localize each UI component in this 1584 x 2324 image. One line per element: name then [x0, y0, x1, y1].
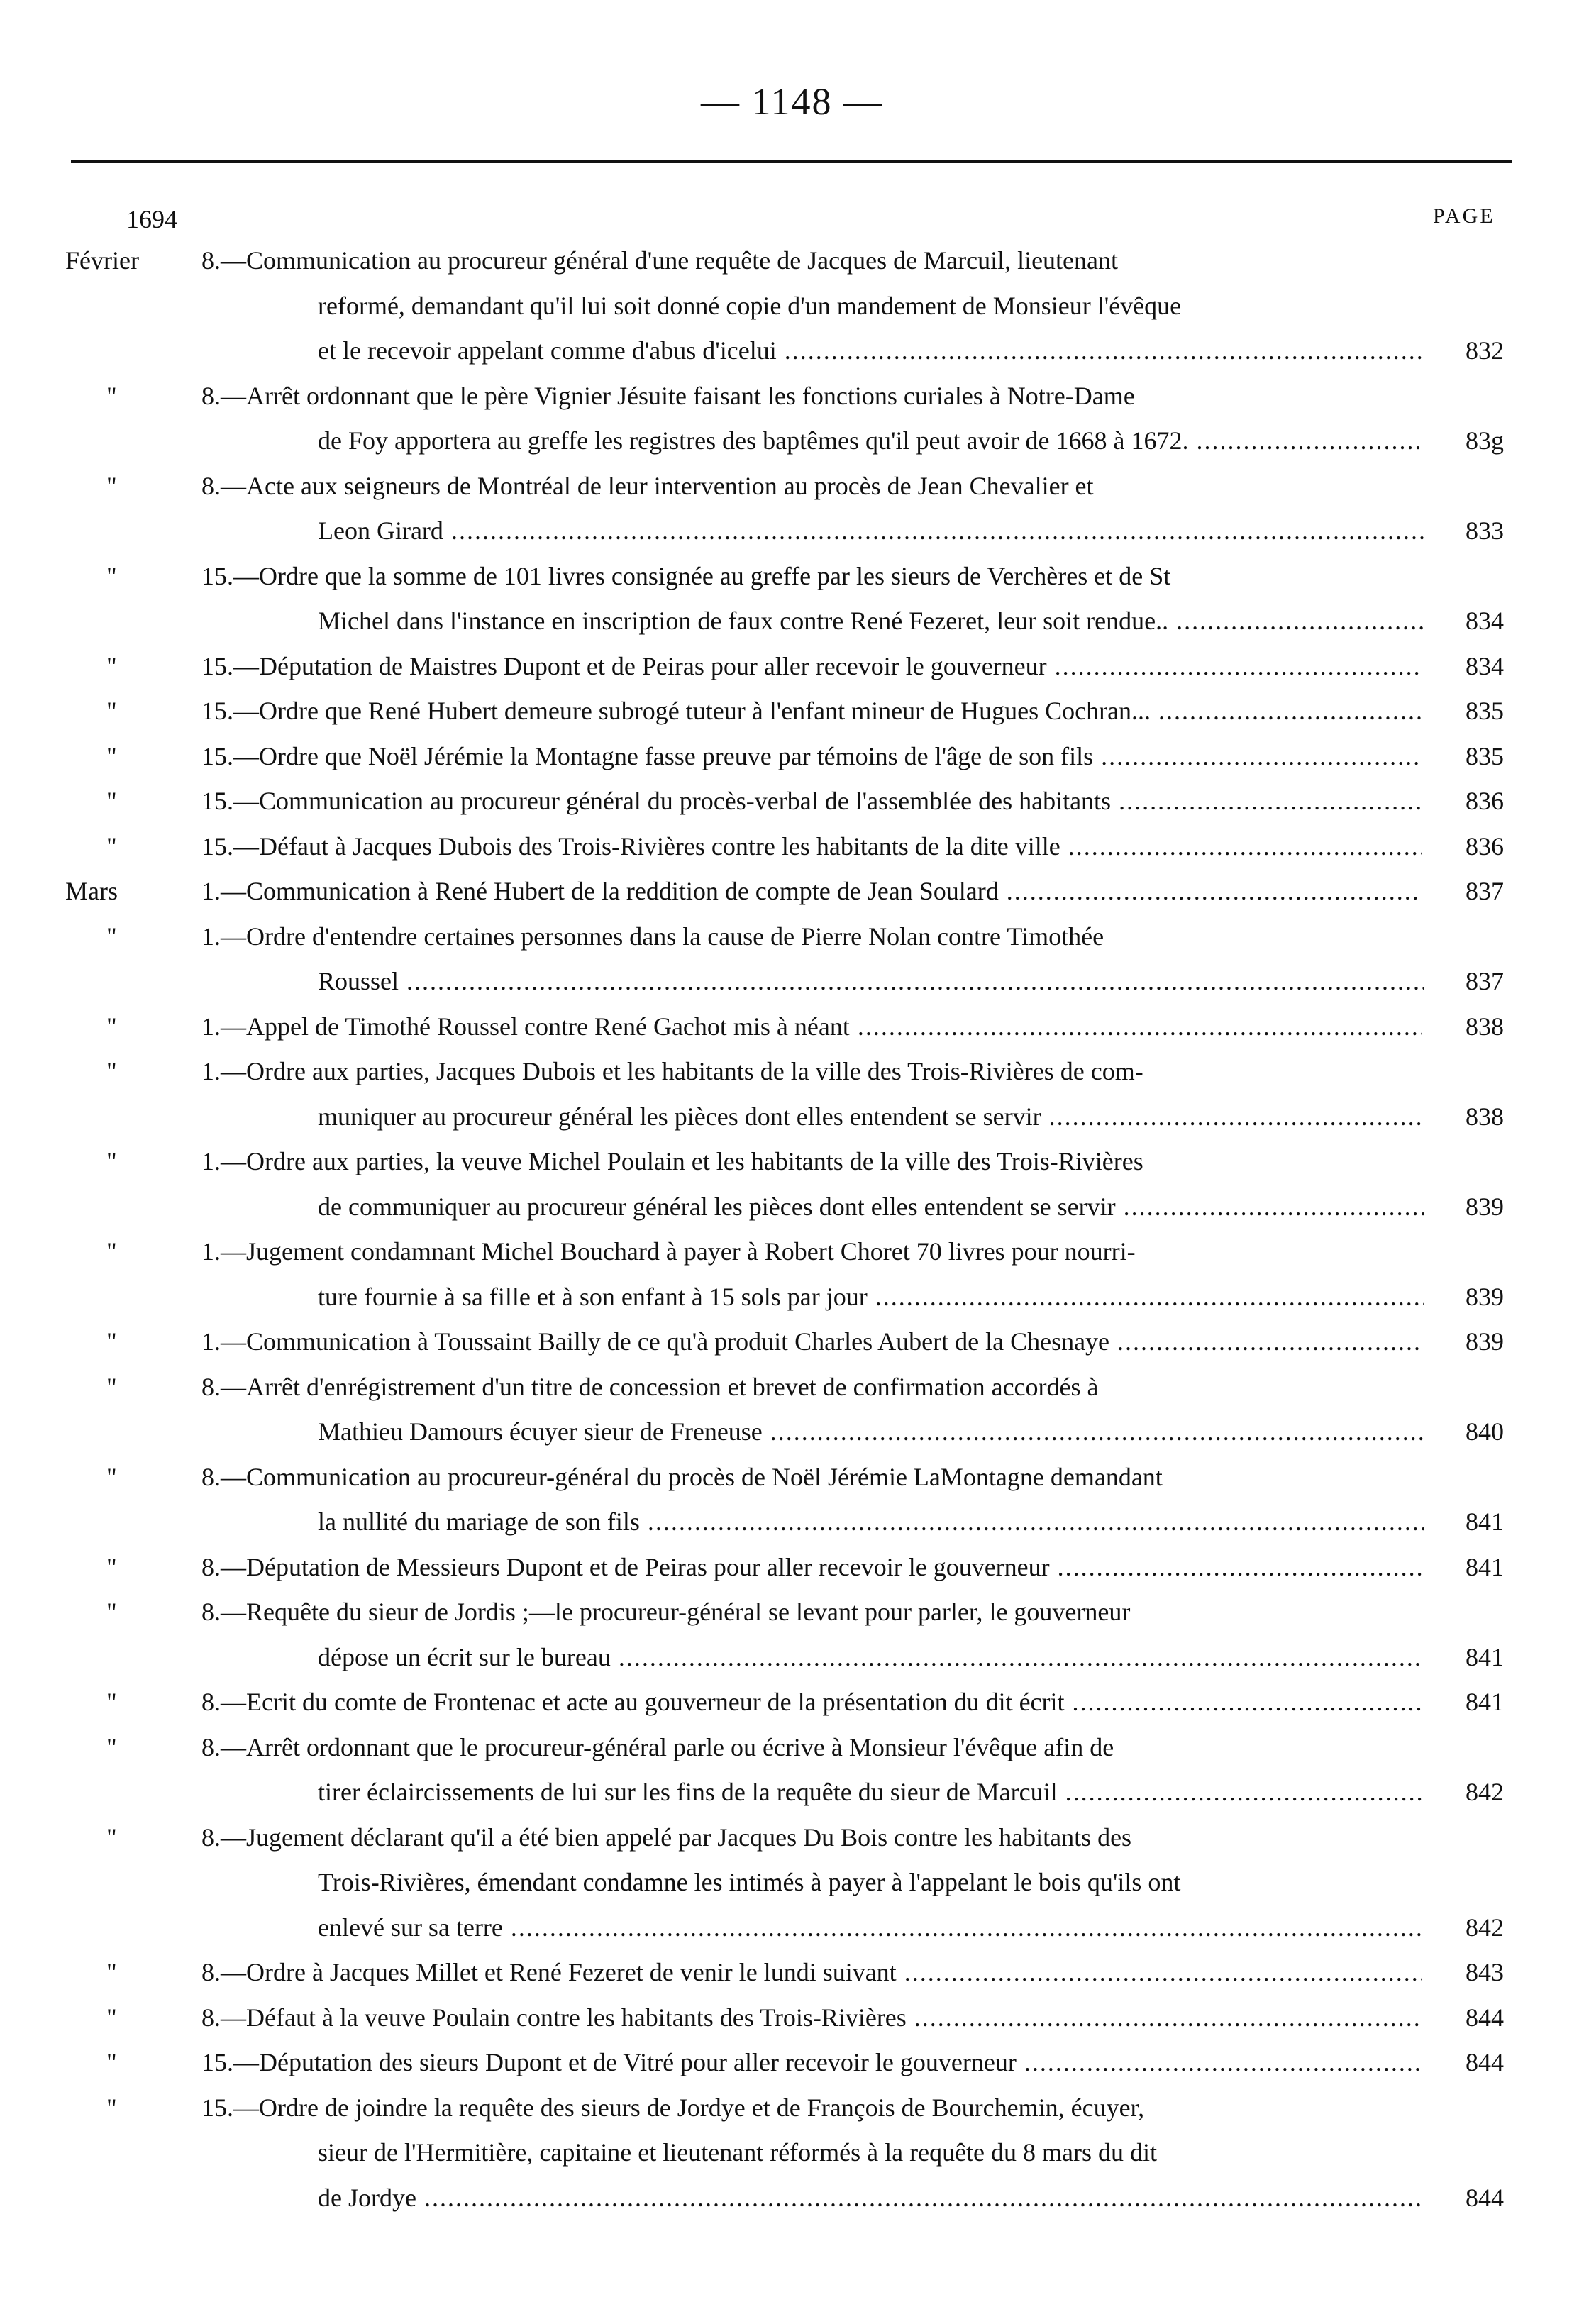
entry-text-last: 15.—Députation des sieurs Dupont et de Vitré pour aller recevoir le gouverneur ..... — [201, 2048, 1422, 2076]
entry-line — [0, 1680, 1584, 1725]
entry-page-number: 832 — [1466, 336, 1504, 365]
list-item — [0, 644, 1584, 690]
entry-text — [201, 779, 1422, 824]
entry-month: " — [106, 561, 117, 590]
entry-text-last: dépose un écrit sur le bureau ..... — [318, 1643, 1424, 1671]
list-item — [0, 1815, 1584, 1951]
entry-text-last: Mathieu Damours écuyer sieur de Freneuse ..... — [318, 1417, 1424, 1446]
entry-page-number: 842 — [1466, 1913, 1504, 1942]
entry-text — [201, 689, 1422, 734]
entry-month: " — [106, 2003, 117, 2032]
entry-line — [0, 2086, 1584, 2131]
entry-month: " — [106, 1462, 117, 1491]
entry-text — [318, 1275, 1424, 1320]
entry-line — [0, 1319, 1584, 1365]
entry-line — [0, 554, 1584, 599]
entry-line — [0, 1725, 1584, 1771]
entry-line — [0, 238, 1584, 284]
entry-page-number: 844 — [1466, 2003, 1504, 2032]
list-item — [0, 914, 1584, 1005]
entry-text: 15.—Ordre de joindre la requête des sieurs de Jordye et de François de Bourchemin, écuyer, — [201, 2093, 1145, 2122]
list-item — [0, 554, 1584, 644]
entry-month: " — [106, 1688, 117, 1716]
entry-line — [0, 328, 1584, 374]
entry-text: 8.—Jugement déclarant qu'il a été bien appelé par Jacques Du Bois contre les habitants des — [201, 1822, 1132, 1852]
entry-month: " — [106, 1732, 117, 1761]
entry-line — [0, 2040, 1584, 2086]
entry-page-number: 833 — [1466, 516, 1504, 545]
entry-page-number: 844 — [1466, 2048, 1504, 2076]
entry-text — [318, 1410, 1424, 1455]
entry-text-last: enlevé sur sa terre ..... — [318, 1913, 1424, 1942]
entry-text-last: muniquer au procureur général les pièces dont elles entendent se servir ..... — [318, 1102, 1424, 1131]
entry-text — [201, 824, 1422, 870]
entry-month: " — [106, 651, 117, 680]
entry-line — [0, 824, 1584, 870]
entry-text — [201, 1319, 1422, 1365]
entry-text-last: 15.—Défaut à Jacques Dubois des Trois-Rivières contre les habitants de la dite ville ..... — [201, 832, 1422, 861]
list-item — [0, 1996, 1584, 2041]
entry-text — [318, 2176, 1424, 2221]
entry-text-last: 15.—Députation de Maistres Dupont et de Peiras pour aller recevoir le gouverneur ..... — [201, 652, 1422, 680]
entry-page-number: 835 — [1466, 741, 1504, 770]
entry-month: " — [106, 1057, 117, 1085]
entry-line — [0, 1590, 1584, 1635]
entry-line — [0, 914, 1584, 960]
entry-text: 8.—Acte aux seigneurs de Montréal de leur intervention au procès de Jean Chevalier et — [201, 471, 1094, 500]
entry-month: " — [106, 1598, 117, 1626]
entry-text-last: 15.—Ordre que René Hubert demeure subrogé tuteur à l'enfant mineur de Hugues Cochran... ..... — [201, 697, 1422, 725]
entry-month: " — [106, 787, 117, 815]
entry-line — [0, 1410, 1584, 1455]
entry-page-number: 843 — [1466, 1958, 1504, 1986]
entry-line — [0, 1905, 1584, 1951]
entry-text-last: 1.—Appel de Timothé Roussel contre René Gachot mis à néant ..... — [201, 1012, 1422, 1041]
entry-line — [0, 959, 1584, 1005]
entry-line — [0, 1455, 1584, 1500]
entry-text: 1.—Jugement condamnant Michel Bouchard à payer à Robert Choret 70 livres pour nourri- — [201, 1237, 1136, 1266]
list-item — [0, 2040, 1584, 2086]
header-page-label: PAGE — [1433, 204, 1495, 228]
header-year: 1694 — [126, 205, 177, 233]
list-item — [0, 734, 1584, 780]
entry-text-last: et le recevoir appelant comme d'abus d'icelui ..... — [318, 336, 1424, 365]
list-item — [0, 1139, 1584, 1229]
entry-page-number: 838 — [1466, 1102, 1504, 1131]
list-item — [0, 779, 1584, 824]
page-number: — 1148 — — [701, 80, 883, 123]
entry-line — [0, 419, 1584, 464]
entry-text — [318, 1185, 1424, 1230]
entry-line — [0, 1365, 1584, 1410]
entry-month: Mars — [65, 877, 118, 905]
entry-text — [201, 1680, 1422, 1725]
entry-text — [318, 1095, 1424, 1140]
entry-text — [318, 419, 1424, 464]
list-item — [0, 1049, 1584, 1139]
list-item — [0, 1680, 1584, 1725]
entry-line — [0, 1139, 1584, 1185]
entry-line — [0, 1950, 1584, 1996]
entry-text — [318, 1905, 1424, 1951]
entry-text: 8.—Arrêt ordonnant que le père Vignier Jésuite faisant les fonctions curiales à Notre-Dame — [201, 381, 1135, 410]
entry-text — [318, 328, 1424, 374]
entry-month: " — [106, 741, 117, 770]
entry-text — [201, 869, 1422, 914]
entry-month: " — [106, 922, 117, 951]
list-item — [0, 1725, 1584, 1815]
entry-line — [0, 779, 1584, 824]
entry-month: " — [106, 1822, 117, 1852]
entry-line — [0, 1635, 1584, 1681]
entry-month: " — [106, 1327, 117, 1356]
entry-line — [0, 1185, 1584, 1230]
list-item — [0, 1005, 1584, 1050]
entry-text-last: 8.—Ecrit du comte de Frontenac et acte au gouverneur de la présentation du dit écrit ..... — [201, 1688, 1422, 1716]
entry-line — [0, 1815, 1584, 1861]
entry-line — [0, 374, 1584, 419]
entry-page-number: 835 — [1466, 697, 1504, 725]
entry-text: 1.—Ordre aux parties, Jacques Dubois et les habitants de la ville des Trois-Rivières de com- — [201, 1057, 1143, 1085]
entry-text — [318, 509, 1424, 554]
entry-line — [0, 1005, 1584, 1050]
entry-text-last: 15.—Ordre que Noël Jérémie la Montagne fasse preuve par témoins de l'âge de son fils ..... — [201, 742, 1422, 770]
list-item — [0, 869, 1584, 914]
entry-line — [0, 644, 1584, 690]
entry-line — [0, 1095, 1584, 1140]
entry-line — [0, 509, 1584, 554]
entry-page-number: 839 — [1466, 1282, 1504, 1311]
entry-line — [0, 2176, 1584, 2221]
table-of-contents — [0, 238, 1584, 2220]
list-item — [0, 1950, 1584, 1996]
entry-text — [318, 1500, 1424, 1545]
entry-text — [201, 734, 1422, 780]
entry-text — [201, 2040, 1422, 2086]
entry-line — [0, 1996, 1584, 2041]
entry-page-number: 834 — [1466, 607, 1504, 635]
entry-month: " — [106, 1147, 117, 1175]
entry-line — [0, 2130, 1584, 2176]
entry-line — [0, 1229, 1584, 1275]
entry-text-last: 15.—Communication au procureur général du procès-verbal de l'assemblée des habitants ..... — [201, 787, 1422, 815]
entry-text-last: 8.—Défaut à la veuve Poulain contre les habitants des Trois-Rivières ..... — [201, 2003, 1422, 2032]
list-item — [0, 1590, 1584, 1680]
entry-month: " — [106, 381, 117, 410]
entry-text: 8.—Communication au procureur-général du procès de Noël Jérémie LaMontagne demandant — [201, 1462, 1163, 1491]
entry-page-number: 841 — [1466, 1688, 1504, 1716]
list-item — [0, 1455, 1584, 1545]
entry-text: reformé, demandant qu'il lui soit donné copie d'un mandement de Monsieur l'évêque — [318, 291, 1182, 320]
entry-text-last: 8.—Ordre à Jacques Millet et René Fezeret de venir le lundi suivant ..... — [201, 1958, 1422, 1986]
entry-text: 8.—Arrêt d'enrégistrement d'un titre de concession et brevet de confirmation accordés à — [201, 1372, 1099, 1401]
entry-month: " — [106, 2093, 117, 2122]
entry-line — [0, 1500, 1584, 1545]
entry-month: " — [106, 1237, 117, 1266]
entry-text — [201, 1545, 1422, 1590]
entry-line — [0, 599, 1584, 644]
entry-month: " — [106, 1372, 117, 1401]
entry-text — [318, 1770, 1424, 1815]
list-item — [0, 824, 1584, 870]
entry-text — [318, 599, 1424, 644]
entry-text: 8.—Communication au procureur général d'une requête de Jacques de Marcuil, lieutenant — [201, 246, 1119, 275]
entry-line — [0, 1860, 1584, 1905]
entry-line — [0, 689, 1584, 734]
list-item — [0, 238, 1584, 374]
entry-month: Février — [65, 246, 139, 275]
entry-month: " — [106, 471, 117, 500]
entry-text-last: 1.—Communication à René Hubert de la reddition de compte de Jean Soulard ..... — [201, 877, 1422, 905]
entry-page-number: 836 — [1466, 831, 1504, 861]
entry-page-number: 842 — [1466, 1778, 1504, 1806]
entry-text: sieur de l'Hermitière, capitaine et lieutenant réformés à la requête du 8 mars du dit — [318, 2138, 1158, 2167]
header-rule — [71, 160, 1512, 163]
entry-text — [201, 1005, 1422, 1050]
entry-page-number: 837 — [1466, 877, 1504, 905]
entry-line — [0, 1545, 1584, 1590]
list-item — [0, 1229, 1584, 1319]
entry-line — [0, 1770, 1584, 1815]
entry-page-number: 834 — [1466, 651, 1504, 680]
entry-line — [0, 734, 1584, 780]
entry-page-number: 838 — [1466, 1012, 1504, 1041]
entry-text-last: tirer éclaircissements de lui sur les fins de la requête du sieur de Marcuil ..... — [318, 1778, 1424, 1806]
list-item — [0, 1365, 1584, 1455]
entry-page-number: 837 — [1466, 967, 1504, 995]
entry-line — [0, 284, 1584, 329]
entry-line — [0, 1275, 1584, 1320]
list-item — [0, 374, 1584, 464]
list-item — [0, 464, 1584, 554]
entry-text: 15.—Ordre que la somme de 101 livres consignée au greffe par les sieurs de Verchères et de St — [201, 561, 1171, 590]
entry-page-number: 839 — [1466, 1192, 1504, 1221]
entry-text — [201, 1996, 1422, 2041]
entry-text: 8.—Arrêt ordonnant que le procureur-général parle ou écrive à Monsieur l'évêque afin de — [201, 1732, 1114, 1761]
entry-text-last: 1.—Communication à Toussaint Bailly de ce qu'à produit Charles Aubert de la Chesnaye ..... — [201, 1327, 1422, 1356]
entry-month: " — [106, 1958, 117, 1986]
entry-text — [201, 1950, 1422, 1996]
entry-text-last: Michel dans l'instance en inscription de faux contre René Fezeret, leur soit rendue.. ..... — [318, 607, 1424, 635]
entry-text-last: de Foy apportera au greffe les registres des baptêmes qu'il peut avoir de 1668 à 1672. ..... — [318, 426, 1424, 455]
list-item — [0, 1545, 1584, 1590]
entry-page-number: 841 — [1466, 1642, 1504, 1671]
list-item — [0, 689, 1584, 734]
list-item — [0, 2086, 1584, 2221]
entry-text — [318, 1635, 1424, 1681]
entry-text: 1.—Ordre d'entendre certaines personnes dans la cause de Pierre Nolan contre Timothée — [201, 922, 1104, 951]
entry-page-number: 83g — [1466, 426, 1504, 455]
entry-text-last: de communiquer au procureur général les pièces dont elles entendent se servir ..... — [318, 1193, 1424, 1221]
entry-text-last: 8.—Députation de Messieurs Dupont et de Peiras pour aller recevoir le gouverneur ..... — [201, 1553, 1422, 1581]
entry-month: " — [106, 1552, 117, 1581]
entry-page-number: 841 — [1466, 1552, 1504, 1581]
entry-month: " — [106, 1012, 117, 1041]
entry-page-number: 840 — [1466, 1417, 1504, 1446]
entry-month: " — [106, 2048, 117, 2076]
entry-line — [0, 869, 1584, 914]
entry-text: Trois-Rivières, émendant condamne les intimés à payer à l'appelant le bois qu'ils ont — [318, 1868, 1181, 1896]
entry-page-number: 836 — [1466, 787, 1504, 815]
entry-line — [0, 464, 1584, 509]
entry-text — [318, 959, 1424, 1005]
entry-text: 8.—Requête du sieur de Jordis ;—le procureur-général se levant pour parler, le gouverneur — [201, 1598, 1131, 1626]
entry-page-number: 844 — [1466, 2183, 1504, 2212]
list-item — [0, 1319, 1584, 1365]
entry-month: " — [106, 697, 117, 725]
entry-page-number: 839 — [1466, 1327, 1504, 1356]
entry-page-number: 841 — [1466, 1507, 1504, 1536]
entry-text: 1.—Ordre aux parties, la veuve Michel Poulain et les habitants de la ville des Trois-Rivières — [201, 1147, 1143, 1175]
entry-text-last: ture fournie à sa fille et à son enfant à 15 sols par jour ..... — [318, 1283, 1424, 1311]
entry-text-last: de Jordye ..... — [318, 2184, 1424, 2212]
entry-line — [0, 1049, 1584, 1095]
entry-text — [201, 644, 1422, 690]
entry-text-last: la nullité du mariage de son fils ..... — [318, 1507, 1424, 1536]
entry-text-last: Roussel ..... — [318, 967, 1424, 995]
entry-text-last: Leon Girard ..... — [318, 516, 1424, 545]
entry-month: " — [106, 831, 117, 861]
